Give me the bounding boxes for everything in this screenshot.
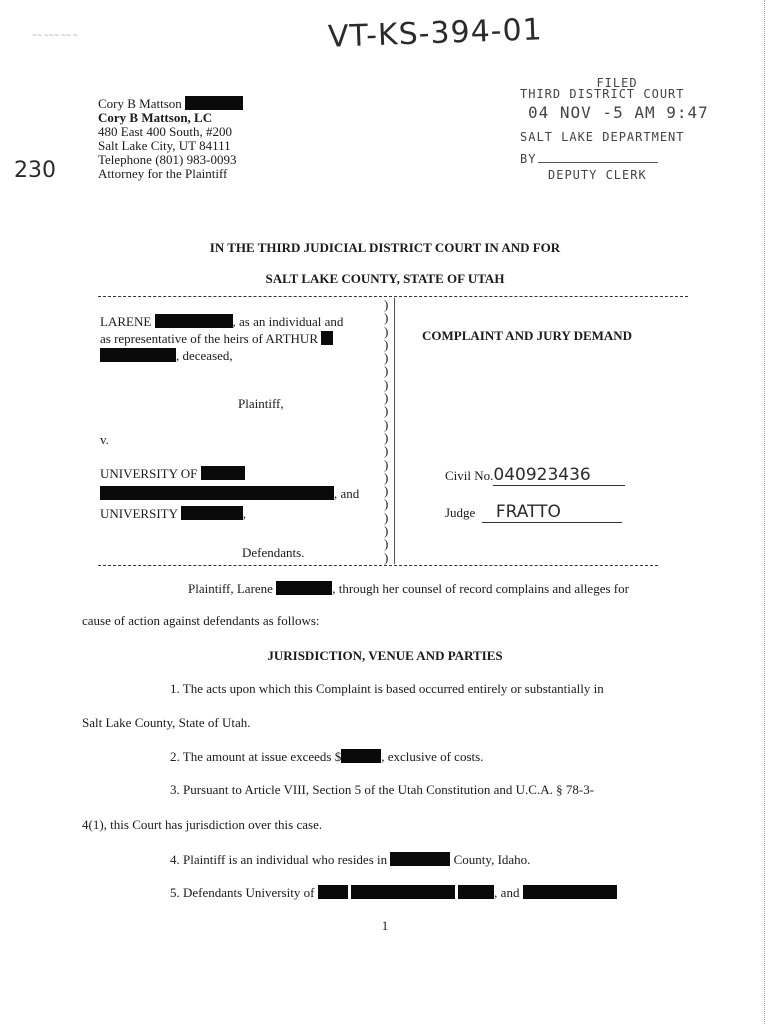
plaintiff-label: Plaintiff, bbox=[238, 396, 284, 411]
attorney-role: Attorney for the Plaintiff bbox=[98, 166, 228, 181]
redaction-bar bbox=[100, 486, 334, 500]
court-heading-line-1: IN THE THIRD JUDICIAL DISTRICT COURT IN AND FOR bbox=[209, 240, 561, 255]
caption-parties bbox=[100, 313, 380, 560]
caption-divider bbox=[394, 298, 395, 564]
civil-number-row bbox=[445, 465, 625, 486]
intro-line-2: cause of action against defendants as follows: bbox=[82, 613, 320, 628]
plaintiff-line-3: , deceased, bbox=[100, 347, 380, 364]
document-title: COMPLAINT AND JURY DEMAND bbox=[422, 328, 633, 343]
redaction-bar bbox=[276, 581, 332, 595]
filed-stamp bbox=[520, 78, 709, 180]
stamp-by-row bbox=[520, 148, 709, 170]
defendant-line-2: , and bbox=[100, 485, 380, 502]
attorney-block bbox=[98, 96, 243, 181]
defendant-line-1: UNIVERSITY OF bbox=[100, 465, 380, 482]
section-heading: JURISDICTION, VENUE AND PARTIES bbox=[267, 648, 503, 663]
stamp-date: 04 NOV -5 AM 9:47 bbox=[528, 103, 709, 122]
caption-rule-bottom bbox=[98, 565, 658, 566]
defendants-label: Defendants. bbox=[242, 545, 305, 560]
redaction-bar bbox=[523, 885, 617, 899]
civil-number-value: 040923436 bbox=[493, 465, 591, 485]
redaction-bar bbox=[181, 506, 243, 520]
redaction-bar bbox=[458, 885, 494, 899]
plaintiff-line-2: as representative of the heirs of ARTHUR bbox=[100, 330, 380, 347]
redaction-bar bbox=[155, 314, 233, 328]
plaintiff-line-1: LARENE , as an individual and bbox=[100, 314, 344, 329]
case-id-handwritten: VT-KS-394-01 bbox=[327, 12, 544, 55]
attorney-name: Cory B Mattson bbox=[98, 96, 243, 111]
attorney-firm: Cory B Mattson, LC bbox=[98, 110, 213, 125]
redaction-bar bbox=[185, 96, 243, 110]
redaction-bar bbox=[201, 466, 245, 480]
versus-label: v. bbox=[100, 432, 109, 447]
judge-line bbox=[482, 502, 622, 523]
intro-line-1: Plaintiff, Larene , through her counsel of record complains and alleges for bbox=[188, 581, 629, 596]
judge-row bbox=[445, 502, 622, 523]
stamp-court: THIRD DISTRICT COURT bbox=[520, 87, 685, 101]
defendant-names bbox=[100, 465, 380, 522]
paragraph-2: 2. The amount at issue exceeds $ , exclusive of costs. bbox=[170, 749, 484, 764]
paragraph-3-line-1: 3. Pursuant to Article VIII, Section 5 of the Utah Constitution and U.C.A. § 78-3- bbox=[170, 782, 595, 797]
defendant-line-3: UNIVERSITY , bbox=[100, 506, 247, 521]
stamp-department: SALT LAKE DEPARTMENT bbox=[520, 130, 685, 144]
top-scribble: ~~ ~~~ ~~ ~ bbox=[32, 32, 78, 39]
redaction-bar bbox=[321, 331, 333, 345]
margin-note: 230 bbox=[14, 158, 56, 183]
attorney-city: Salt Lake City, UT 84111 bbox=[98, 138, 231, 153]
scan-edge bbox=[764, 0, 765, 1024]
paragraph-1-line-2: Salt Lake County, State of Utah. bbox=[82, 715, 251, 730]
paragraph-5: 5. Defendants University of , and bbox=[170, 885, 617, 900]
redaction-bar bbox=[351, 885, 455, 899]
stamp-signature-line bbox=[538, 162, 658, 163]
civil-number-label: Civil No. bbox=[445, 468, 494, 483]
redaction-bar bbox=[100, 348, 176, 362]
page-number: 1 bbox=[381, 918, 389, 933]
paragraph-3-line-2: 4(1), this Court has jurisdiction over this case. bbox=[82, 817, 323, 832]
civil-number-line bbox=[493, 465, 625, 486]
caption-rule-top bbox=[98, 296, 688, 297]
court-heading-line-2: SALT LAKE COUNTY, STATE OF UTAH bbox=[265, 271, 505, 286]
caption-parenthesis-column: ) ) ) ) ) ) ) ) ) ) ) ) ) ) ) ) ) ) ) ) bbox=[384, 297, 389, 565]
redaction-bar bbox=[341, 749, 381, 763]
paragraph-4: 4. Plaintiff is an individual who resides in County, Idaho. bbox=[170, 852, 531, 867]
judge-value: FRATTO bbox=[495, 502, 561, 522]
paragraph-1-line-1: 1. The acts upon which this Complaint is based occurred entirely or substantially in bbox=[170, 681, 604, 696]
attorney-phone: Telephone (801) 983-0093 bbox=[98, 152, 237, 167]
redaction-bar bbox=[318, 885, 348, 899]
stamp-by: BY bbox=[520, 152, 537, 166]
redaction-bar bbox=[390, 852, 450, 866]
attorney-address: 480 East 400 South, #200 bbox=[98, 124, 232, 139]
stamp-deputy-clerk: DEPUTY CLERK bbox=[548, 168, 647, 182]
stamp-filed: FILED bbox=[596, 76, 638, 90]
judge-label: Judge bbox=[445, 505, 476, 520]
